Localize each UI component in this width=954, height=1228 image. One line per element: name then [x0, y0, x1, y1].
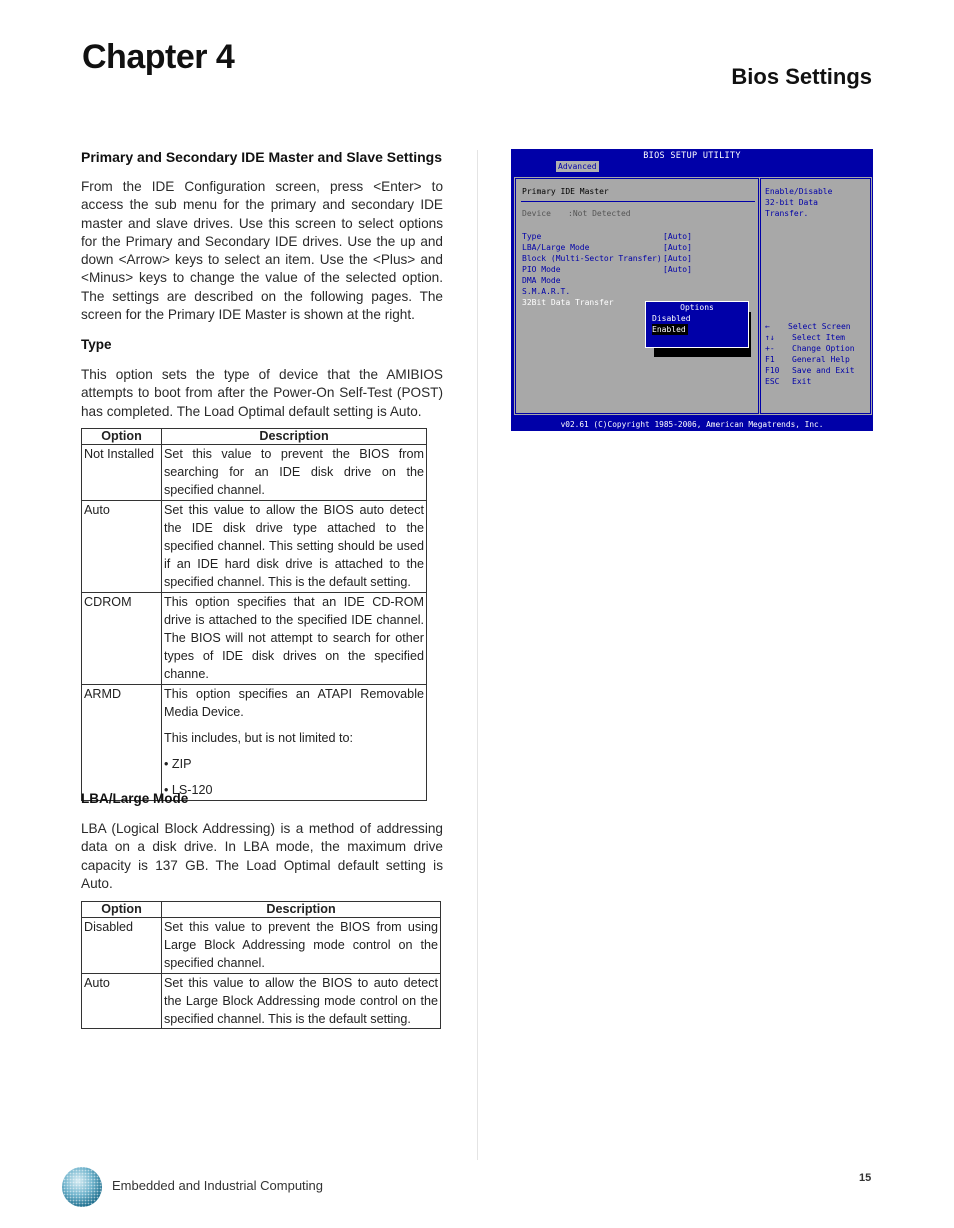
bios-item-32bit[interactable]: 32Bit Data Transfer [522, 298, 614, 307]
description-cell: Set this value to prevent the BIOS from using Large Block Addressing mode control on the specified channel. [162, 918, 441, 974]
bios-item-lba-value[interactable]: [Auto] [663, 243, 692, 252]
col-header-description: Description [162, 902, 441, 918]
option-cell: ARMD [82, 684, 162, 800]
table-row [82, 918, 441, 974]
bios-tab-advanced[interactable]: Advanced [558, 162, 597, 171]
table-row [82, 500, 427, 592]
chapter-heading: Chapter 4 [82, 38, 235, 76]
bios-option-enabled[interactable]: Enabled [652, 325, 686, 334]
table-header-row [82, 429, 427, 445]
table-row [82, 973, 441, 1029]
bios-device-label: Device [522, 209, 551, 218]
option-cell: Disabled [82, 918, 162, 974]
bios-key-action: Save and Exit [792, 366, 855, 375]
option-cell: Auto [82, 973, 162, 1029]
footer-company: Embedded and Industrial Computing [112, 1178, 324, 1193]
lba-body [81, 820, 443, 893]
section-heading: Bios Settings [731, 64, 872, 89]
bios-title: BIOS SETUP UTILITY [643, 151, 741, 161]
company-logo-icon [60, 1163, 104, 1214]
bios-key: +- [765, 344, 775, 353]
bios-item-smart[interactable]: S.M.A.R.T. [522, 287, 571, 296]
type-body [81, 366, 443, 421]
description-line: • LS-120 [164, 783, 213, 798]
bios-key: F10 [765, 366, 780, 375]
bios-key-action: Select Screen [788, 322, 851, 331]
bios-key-action: Select Item [792, 333, 845, 342]
table-row [82, 684, 427, 800]
description-line: This includes, but is not limited to: [164, 731, 353, 746]
bios-item-dma[interactable]: DMA Mode [522, 276, 561, 285]
lba-heading-wrap [81, 791, 443, 806]
bios-item-pio-value[interactable]: [Auto] [663, 265, 692, 274]
description-line: This option specifies an ATAPI Removable Media Device. [164, 686, 424, 719]
type-paragraph: This option sets the type of device that the AMIBIOS attempts to boot from after the Power-On Self-Test (POST) has completed. The Load Optimal default setting is Auto. [81, 367, 443, 419]
bios-item-type[interactable]: Type [522, 232, 542, 241]
bios-help-pane [760, 178, 871, 414]
bios-help-line: Transfer. [765, 209, 809, 218]
bios-key: ESC [765, 377, 780, 386]
bios-options-popup [645, 301, 749, 348]
description-line: • ZIP [164, 757, 192, 772]
description-cell: This option specifies that an IDE CD-ROM drive is attached to the specified IDE channel. The BIOS will not attempt to search for other types of IDE disk drives on the specified channe. [162, 592, 427, 684]
type-options-table [81, 428, 427, 801]
intro-section [81, 149, 443, 165]
bios-key-action: Change Option [792, 344, 855, 353]
type-heading: Type [81, 337, 112, 352]
bios-option-disabled[interactable]: Disabled [652, 314, 691, 323]
description-cell [162, 684, 427, 800]
intro-body [81, 178, 443, 324]
lba-options-table [81, 901, 441, 1029]
table-row [82, 445, 427, 501]
bios-item-block-value[interactable]: [Auto] [663, 254, 692, 263]
bios-item-lba[interactable]: LBA/Large Mode [522, 243, 590, 252]
type-heading-wrap [81, 337, 443, 352]
bios-key: ← [765, 322, 770, 331]
bios-item-pio[interactable]: PIO Mode [522, 265, 561, 274]
bios-help-line: 32-bit Data [765, 198, 818, 207]
bios-help-line: Enable/Disable [765, 187, 833, 196]
bios-key: F1 [765, 355, 775, 364]
table-row [82, 592, 427, 684]
intro-heading: Primary and Secondary IDE Master and Slave Settings [81, 149, 443, 165]
option-cell: Auto [82, 500, 162, 592]
col-header-option: Option [82, 902, 162, 918]
bios-item-type-value[interactable]: [Auto] [663, 232, 692, 241]
lba-heading: LBA/Large Mode [81, 791, 189, 806]
bios-panel-title: Primary IDE Master [522, 187, 609, 196]
description-cell: Set this value to allow the BIOS auto detect the IDE disk drive type attached to the specified channel. This setting should be used if an IDE hard disk drive is attached to the specified channel. This is the default setting. [162, 500, 427, 592]
bios-device-value: :Not Detected [568, 209, 631, 218]
bios-screenshot [511, 149, 873, 431]
option-cell: CDROM [82, 592, 162, 684]
page-number: 15 [859, 1172, 872, 1184]
bios-footer: v02.61 (C)Copyright 1985-2006, American Megatrends, Inc. [560, 420, 824, 429]
bios-item-block[interactable]: Block (Multi-Sector Transfer) [522, 254, 662, 263]
bios-panel [513, 176, 873, 416]
bios-separator [521, 201, 755, 202]
table-header-row [82, 902, 441, 918]
lba-paragraph: LBA (Logical Block Addressing) is a method of addressing data on a disk drive. In LBA mode, the maximum drive capacity is 137 GB. The Load Optimal default setting is Auto. [81, 821, 443, 891]
bios-settings-pane [515, 178, 759, 414]
col-header-option: Option [82, 429, 162, 445]
description-cell: Set this value to allow the BIOS to auto detect the Large Block Addressing mode control on the specified channel. This is the default setting. [162, 973, 441, 1029]
intro-paragraph: From the IDE Configuration screen, press <Enter> to access the sub menu for the primary and secondary IDE master and slave drives. Use this screen to select options for the Primary and Secondary IDE drives. Use the up and down <Arrow> keys to select an item. Use the <Plus> and <Minus> keys to change the value of the selected option. The settings are described on the following pages. The screen for the Primary IDE Master is shown at the right. [81, 179, 443, 323]
bios-key-action: Exit [792, 377, 812, 386]
bios-popup-title: Options [680, 303, 714, 312]
option-cell: Not Installed [82, 445, 162, 501]
column-divider [477, 150, 478, 1160]
bios-key: ↑↓ [765, 333, 775, 342]
col-header-description: Description [162, 429, 427, 445]
bios-key-action: General Help [792, 355, 850, 364]
description-cell: Set this value to prevent the BIOS from searching for an IDE disk drive on the specified channel. [162, 445, 427, 501]
